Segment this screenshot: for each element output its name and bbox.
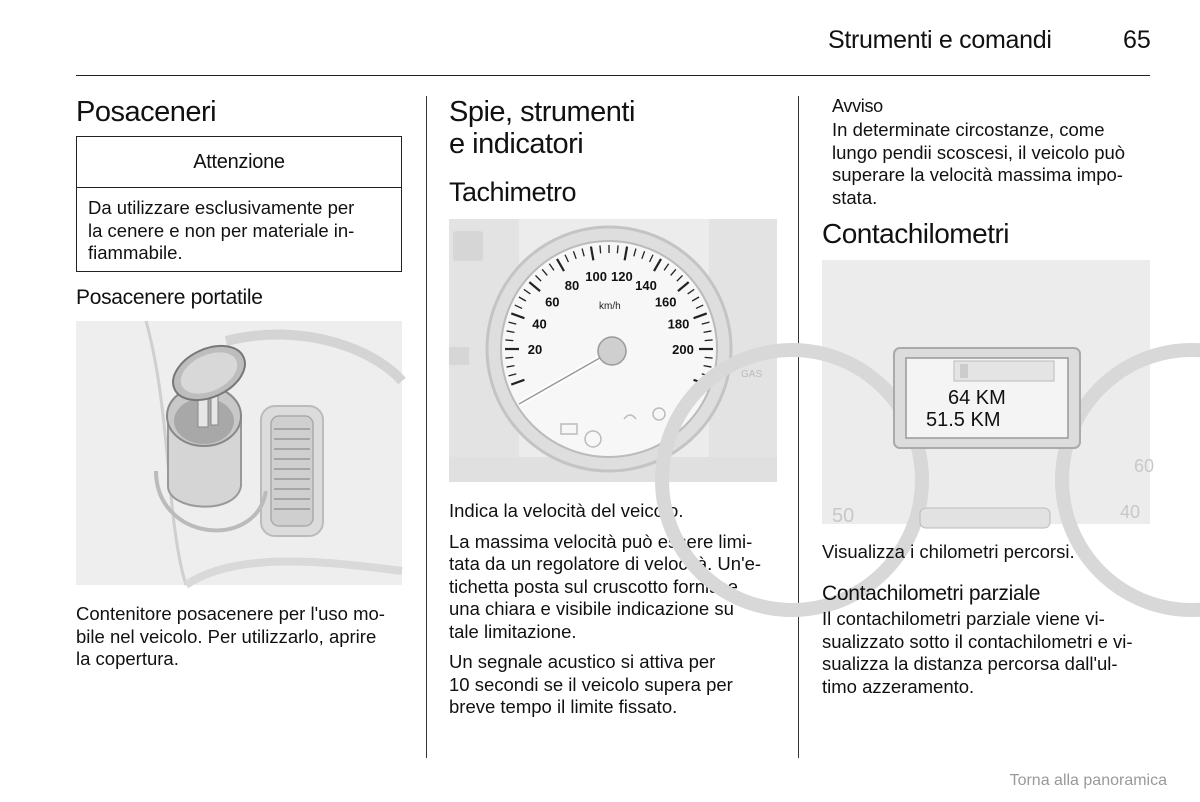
speed-scale-label: 20 [527, 342, 543, 357]
text-line: La massima velocità può essere limi- [449, 530, 753, 552]
paragraph [449, 651, 779, 719]
warning-title: Attenzione [77, 137, 401, 188]
gauge-label-left: 50 [832, 505, 855, 527]
odometer-total: 64 KM [948, 387, 1006, 409]
column-divider-left [426, 96, 427, 758]
paragraph [449, 500, 779, 523]
text-line: tata da un regolatore di velocità. Un'e- [449, 553, 762, 574]
text-line: la copertura. [76, 648, 179, 669]
section-heading-odometer: Contachilometri [822, 218, 1010, 249]
header-rule [76, 75, 1150, 76]
text-line: lungo pendii scoscesi, il veicolo può [832, 141, 1126, 163]
text-line: tichetta posta sul cruscotto fornisce [449, 575, 738, 597]
subheading-speedometer: Tachimetro [449, 177, 577, 207]
speed-unit-label: km/h [599, 301, 621, 312]
text-line: sualizza la distanza percorsa dall'ul- [822, 653, 1118, 674]
text-line: una chiara e visibile indicazione su [449, 598, 734, 619]
page-number: 65 [1123, 26, 1151, 54]
speedometer-description [449, 500, 779, 727]
speed-scale-label: 120 [610, 269, 633, 285]
warning-box [76, 136, 402, 272]
note-text [832, 119, 1162, 209]
text-line: Contenitore posacenere per l'uso mo- [76, 603, 385, 624]
odometer-description: Visualizza i chilometri percorsi. [822, 541, 1075, 562]
text-line: breve tempo il limite fissato. [449, 696, 678, 717]
subheading-portable-ashtray: Posacenere portatile [76, 286, 263, 309]
speed-scale-label: 100 [585, 269, 608, 285]
column-divider-right [798, 96, 799, 758]
speed-tick [705, 340, 713, 341]
speed-tick [505, 357, 513, 358]
warning-line: fiammabile. [88, 242, 183, 263]
heading-line: Spie, strumenti [449, 96, 635, 128]
text-line: Indica la velocità del veicolo. [449, 500, 684, 521]
text-line: 10 secondi se il veicolo supera per [449, 673, 733, 695]
speed-scale-label: 40 [532, 316, 547, 332]
ashtray-description [76, 603, 406, 671]
text-line: Il contachilometri parziale viene vi- [822, 608, 1105, 629]
speed-tick [505, 340, 513, 341]
speed-tick [705, 357, 713, 358]
note-title: Avviso [832, 96, 883, 116]
speed-scale-label: 160 [654, 294, 677, 310]
speedometer-illustration [449, 219, 777, 482]
warning-text [77, 188, 401, 265]
text-line: timo azzeramento. [822, 675, 975, 697]
back-to-overview-link[interactable]: Torna alla panoramica [1009, 772, 1167, 789]
side-label-gas: GAS [741, 369, 763, 380]
speed-scale-label: 60 [545, 294, 560, 310]
speed-tick [600, 245, 601, 253]
section-heading-ashtrays: Posaceneri [76, 96, 217, 128]
gauge-label-right-top: 60 [1134, 456, 1155, 476]
odometer-illustration [822, 260, 1155, 527]
ashtray-illustration [76, 321, 402, 585]
warning-line: Da utilizzare esclusivamente per [88, 197, 355, 218]
page-section-title: Strumenti e comandi [828, 26, 1052, 54]
heading-line: e indicatori [449, 128, 584, 160]
text-line: bile nel veicolo. Per utilizzarlo, aprire [76, 625, 377, 647]
speed-tick [617, 245, 618, 253]
text-line: stata. [832, 186, 878, 208]
warning-line: la cenere e non per materiale in- [88, 219, 355, 241]
text-line: tale limitazione. [449, 620, 577, 642]
text-line: superare la velocità massima impo- [832, 164, 1123, 185]
speed-scale-label: 80 [564, 277, 580, 293]
trip-odometer-description [822, 608, 1152, 698]
speed-scale-label: 180 [667, 316, 690, 332]
speed-scale-label: 140 [635, 277, 657, 293]
subheading-trip-odometer: Contachilometri parziale [822, 582, 1041, 605]
speed-scale-label: 200 [672, 342, 694, 357]
gauge-label-right-bottom: 40 [1120, 502, 1141, 522]
odometer-trip: 51.5 KM [926, 409, 1001, 431]
text-line: In determinate circostanze, come [832, 119, 1105, 140]
text-line: sualizzato sotto il contachilometri e vi- [822, 630, 1133, 652]
section-heading-instruments [449, 96, 635, 160]
text-line: Un segnale acustico si attiva per [449, 651, 716, 672]
